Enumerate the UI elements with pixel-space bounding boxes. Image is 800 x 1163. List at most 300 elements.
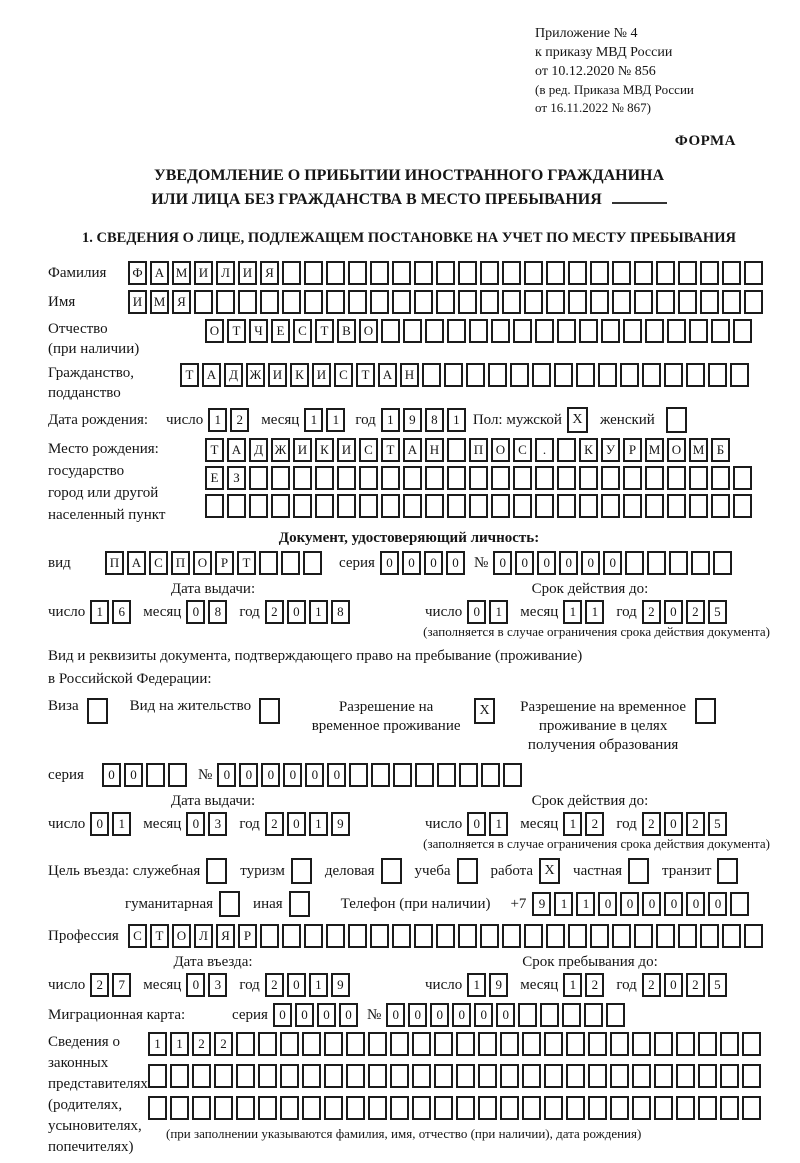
char-cell[interactable]: [500, 1096, 519, 1120]
char-cell[interactable]: [610, 1064, 629, 1088]
char-cell[interactable]: [700, 924, 719, 948]
char-cell[interactable]: [733, 494, 752, 518]
char-cell[interactable]: [546, 290, 565, 314]
char-cell[interactable]: [557, 466, 576, 490]
char-cell[interactable]: [303, 551, 322, 575]
char-cell[interactable]: [513, 319, 532, 343]
char-cell[interactable]: 1: [576, 892, 595, 916]
char-cell[interactable]: [500, 1064, 519, 1088]
char-cell[interactable]: [634, 290, 653, 314]
char-cell[interactable]: 0: [408, 1003, 427, 1027]
char-cell[interactable]: 0: [402, 551, 421, 575]
char-cell[interactable]: [368, 1096, 387, 1120]
char-cell[interactable]: [620, 363, 639, 387]
char-cell[interactable]: [371, 763, 390, 787]
char-cell[interactable]: 7: [112, 973, 131, 997]
purpose-work-checkbox[interactable]: X: [539, 858, 560, 884]
char-cell[interactable]: 0: [287, 973, 306, 997]
char-cell[interactable]: Т: [227, 319, 246, 343]
char-cell[interactable]: С: [359, 438, 378, 462]
char-cell[interactable]: [488, 363, 507, 387]
char-cell[interactable]: [434, 1064, 453, 1088]
char-cell[interactable]: [664, 363, 683, 387]
char-cell[interactable]: [271, 466, 290, 490]
char-cell[interactable]: [447, 438, 466, 462]
char-cell[interactable]: 0: [581, 551, 600, 575]
char-cell[interactable]: [469, 319, 488, 343]
char-cell[interactable]: [669, 551, 688, 575]
char-cell[interactable]: [282, 924, 301, 948]
char-cell[interactable]: А: [227, 438, 246, 462]
char-cell[interactable]: [258, 1096, 277, 1120]
temp-residence-checkbox[interactable]: X: [474, 698, 495, 724]
char-cell[interactable]: [579, 466, 598, 490]
char-cell[interactable]: 2: [230, 408, 249, 432]
char-cell[interactable]: [304, 924, 323, 948]
char-cell[interactable]: [412, 1064, 431, 1088]
char-cell[interactable]: 8: [208, 600, 227, 624]
char-cell[interactable]: 0: [664, 973, 683, 997]
char-cell[interactable]: [436, 924, 455, 948]
char-cell[interactable]: [478, 1096, 497, 1120]
char-cell[interactable]: 0: [603, 551, 622, 575]
char-cell[interactable]: [491, 466, 510, 490]
char-cell[interactable]: А: [202, 363, 221, 387]
char-cell[interactable]: [742, 1032, 761, 1056]
char-cell[interactable]: С: [334, 363, 353, 387]
char-cell[interactable]: [280, 1096, 299, 1120]
char-cell[interactable]: 0: [664, 892, 683, 916]
char-cell[interactable]: [645, 494, 664, 518]
char-cell[interactable]: [390, 1032, 409, 1056]
char-cell[interactable]: О: [193, 551, 212, 575]
char-cell[interactable]: [459, 763, 478, 787]
char-cell[interactable]: [337, 466, 356, 490]
char-cell[interactable]: [412, 1032, 431, 1056]
char-cell[interactable]: И: [337, 438, 356, 462]
char-cell[interactable]: [720, 1032, 739, 1056]
char-cell[interactable]: [258, 1064, 277, 1088]
char-cell[interactable]: 0: [446, 551, 465, 575]
char-cell[interactable]: [524, 261, 543, 285]
char-cell[interactable]: [444, 363, 463, 387]
char-cell[interactable]: [540, 1003, 559, 1027]
char-cell[interactable]: [456, 1096, 475, 1120]
char-cell[interactable]: [481, 763, 500, 787]
char-cell[interactable]: [623, 466, 642, 490]
char-cell[interactable]: Я: [216, 924, 235, 948]
char-cell[interactable]: 0: [102, 763, 121, 787]
char-cell[interactable]: [678, 924, 697, 948]
char-cell[interactable]: 9: [331, 812, 350, 836]
char-cell[interactable]: Д: [224, 363, 243, 387]
char-cell[interactable]: [205, 494, 224, 518]
char-cell[interactable]: [368, 1032, 387, 1056]
char-cell[interactable]: 0: [305, 763, 324, 787]
char-cell[interactable]: И: [238, 261, 257, 285]
char-cell[interactable]: М: [172, 261, 191, 285]
char-cell[interactable]: [403, 466, 422, 490]
char-cell[interactable]: 5: [708, 600, 727, 624]
char-cell[interactable]: Р: [215, 551, 234, 575]
char-cell[interactable]: К: [579, 438, 598, 462]
char-cell[interactable]: [436, 290, 455, 314]
char-cell[interactable]: [302, 1096, 321, 1120]
purpose-business-checkbox[interactable]: [381, 858, 402, 884]
char-cell[interactable]: Е: [271, 319, 290, 343]
char-cell[interactable]: [502, 290, 521, 314]
char-cell[interactable]: [436, 261, 455, 285]
char-cell[interactable]: Т: [180, 363, 199, 387]
char-cell[interactable]: [568, 261, 587, 285]
purpose-private-checkbox[interactable]: [628, 858, 649, 884]
purpose-tourism-checkbox[interactable]: [291, 858, 312, 884]
char-cell[interactable]: [676, 1096, 695, 1120]
char-cell[interactable]: [524, 290, 543, 314]
char-cell[interactable]: [192, 1064, 211, 1088]
char-cell[interactable]: 2: [686, 973, 705, 997]
char-cell[interactable]: [414, 290, 433, 314]
char-cell[interactable]: [667, 466, 686, 490]
char-cell[interactable]: [447, 494, 466, 518]
char-cell[interactable]: [590, 261, 609, 285]
char-cell[interactable]: Т: [356, 363, 375, 387]
char-cell[interactable]: 0: [327, 763, 346, 787]
char-cell[interactable]: Т: [315, 319, 334, 343]
char-cell[interactable]: 0: [186, 812, 205, 836]
char-cell[interactable]: [271, 494, 290, 518]
char-cell[interactable]: [392, 290, 411, 314]
char-cell[interactable]: [544, 1032, 563, 1056]
char-cell[interactable]: [632, 1064, 651, 1088]
char-cell[interactable]: [458, 290, 477, 314]
char-cell[interactable]: 1: [585, 600, 604, 624]
char-cell[interactable]: [590, 924, 609, 948]
char-cell[interactable]: Т: [150, 924, 169, 948]
char-cell[interactable]: [612, 261, 631, 285]
char-cell[interactable]: 0: [474, 1003, 493, 1027]
char-cell[interactable]: 1: [381, 408, 400, 432]
char-cell[interactable]: 0: [90, 812, 109, 836]
char-cell[interactable]: 2: [642, 973, 661, 997]
char-cell[interactable]: М: [150, 290, 169, 314]
char-cell[interactable]: [304, 261, 323, 285]
char-cell[interactable]: [634, 924, 653, 948]
char-cell[interactable]: 0: [686, 892, 705, 916]
char-cell[interactable]: 2: [642, 812, 661, 836]
char-cell[interactable]: 2: [585, 812, 604, 836]
char-cell[interactable]: С: [513, 438, 532, 462]
char-cell[interactable]: 6: [112, 600, 131, 624]
char-cell[interactable]: [708, 363, 727, 387]
char-cell[interactable]: [478, 1064, 497, 1088]
char-cell[interactable]: 2: [192, 1032, 211, 1056]
char-cell[interactable]: 1: [112, 812, 131, 836]
char-cell[interactable]: [513, 466, 532, 490]
char-cell[interactable]: [722, 290, 741, 314]
char-cell[interactable]: [562, 1003, 581, 1027]
char-cell[interactable]: [730, 363, 749, 387]
char-cell[interactable]: [146, 763, 165, 787]
char-cell[interactable]: 0: [452, 1003, 471, 1027]
char-cell[interactable]: [315, 466, 334, 490]
char-cell[interactable]: Л: [216, 261, 235, 285]
char-cell[interactable]: [346, 1096, 365, 1120]
char-cell[interactable]: [522, 1032, 541, 1056]
char-cell[interactable]: [647, 551, 666, 575]
char-cell[interactable]: 2: [585, 973, 604, 997]
char-cell[interactable]: О: [205, 319, 224, 343]
char-cell[interactable]: [606, 1003, 625, 1027]
char-cell[interactable]: 0: [239, 763, 258, 787]
char-cell[interactable]: [148, 1064, 167, 1088]
char-cell[interactable]: [214, 1096, 233, 1120]
char-cell[interactable]: [584, 1003, 603, 1027]
char-cell[interactable]: А: [127, 551, 146, 575]
char-cell[interactable]: 0: [380, 551, 399, 575]
char-cell[interactable]: 0: [124, 763, 143, 787]
char-cell[interactable]: [700, 261, 719, 285]
char-cell[interactable]: [469, 494, 488, 518]
char-cell[interactable]: [730, 892, 749, 916]
char-cell[interactable]: [656, 924, 675, 948]
char-cell[interactable]: Т: [237, 551, 256, 575]
char-cell[interactable]: К: [290, 363, 309, 387]
char-cell[interactable]: 1: [170, 1032, 189, 1056]
char-cell[interactable]: [576, 363, 595, 387]
char-cell[interactable]: [678, 290, 697, 314]
char-cell[interactable]: 2: [265, 600, 284, 624]
char-cell[interactable]: Е: [205, 466, 224, 490]
char-cell[interactable]: 0: [537, 551, 556, 575]
char-cell[interactable]: [623, 319, 642, 343]
char-cell[interactable]: 0: [620, 892, 639, 916]
char-cell[interactable]: [324, 1064, 343, 1088]
char-cell[interactable]: [326, 290, 345, 314]
char-cell[interactable]: 0: [467, 600, 486, 624]
char-cell[interactable]: [346, 1032, 365, 1056]
char-cell[interactable]: 1: [447, 408, 466, 432]
char-cell[interactable]: [711, 319, 730, 343]
char-cell[interactable]: [634, 261, 653, 285]
char-cell[interactable]: [711, 466, 730, 490]
char-cell[interactable]: [742, 1064, 761, 1088]
char-cell[interactable]: [324, 1096, 343, 1120]
char-cell[interactable]: [456, 1032, 475, 1056]
char-cell[interactable]: 9: [403, 408, 422, 432]
char-cell[interactable]: [425, 319, 444, 343]
char-cell[interactable]: 0: [496, 1003, 515, 1027]
char-cell[interactable]: 0: [386, 1003, 405, 1027]
char-cell[interactable]: [227, 494, 246, 518]
char-cell[interactable]: [689, 319, 708, 343]
char-cell[interactable]: [434, 1032, 453, 1056]
char-cell[interactable]: 8: [425, 408, 444, 432]
char-cell[interactable]: 0: [186, 600, 205, 624]
char-cell[interactable]: Б: [711, 438, 730, 462]
char-cell[interactable]: 3: [208, 973, 227, 997]
char-cell[interactable]: [645, 319, 664, 343]
char-cell[interactable]: [557, 319, 576, 343]
char-cell[interactable]: Р: [623, 438, 642, 462]
char-cell[interactable]: [700, 290, 719, 314]
char-cell[interactable]: [744, 290, 763, 314]
char-cell[interactable]: Ч: [249, 319, 268, 343]
char-cell[interactable]: [546, 924, 565, 948]
char-cell[interactable]: [392, 924, 411, 948]
char-cell[interactable]: 9: [532, 892, 551, 916]
char-cell[interactable]: 0: [493, 551, 512, 575]
char-cell[interactable]: [249, 466, 268, 490]
char-cell[interactable]: [491, 319, 510, 343]
char-cell[interactable]: 0: [339, 1003, 358, 1027]
char-cell[interactable]: [368, 1064, 387, 1088]
purpose-study-checkbox[interactable]: [457, 858, 478, 884]
char-cell[interactable]: 0: [273, 1003, 292, 1027]
char-cell[interactable]: [720, 1096, 739, 1120]
char-cell[interactable]: [480, 261, 499, 285]
char-cell[interactable]: [469, 466, 488, 490]
char-cell[interactable]: [326, 261, 345, 285]
char-cell[interactable]: Л: [194, 924, 213, 948]
char-cell[interactable]: [654, 1096, 673, 1120]
char-cell[interactable]: 0: [598, 892, 617, 916]
char-cell[interactable]: 0: [217, 763, 236, 787]
temp-residence-edu-checkbox[interactable]: [695, 698, 716, 724]
char-cell[interactable]: 1: [489, 812, 508, 836]
char-cell[interactable]: [349, 763, 368, 787]
char-cell[interactable]: [403, 494, 422, 518]
char-cell[interactable]: [557, 494, 576, 518]
char-cell[interactable]: [337, 494, 356, 518]
char-cell[interactable]: [686, 363, 705, 387]
char-cell[interactable]: [500, 1032, 519, 1056]
char-cell[interactable]: [359, 494, 378, 518]
char-cell[interactable]: 2: [686, 600, 705, 624]
char-cell[interactable]: [214, 1064, 233, 1088]
char-cell[interactable]: 1: [208, 408, 227, 432]
char-cell[interactable]: [502, 924, 521, 948]
char-cell[interactable]: Ж: [271, 438, 290, 462]
char-cell[interactable]: [491, 494, 510, 518]
char-cell[interactable]: [544, 1096, 563, 1120]
char-cell[interactable]: В: [337, 319, 356, 343]
char-cell[interactable]: [437, 763, 456, 787]
char-cell[interactable]: Н: [425, 438, 444, 462]
char-cell[interactable]: [260, 924, 279, 948]
char-cell[interactable]: Т: [381, 438, 400, 462]
char-cell[interactable]: [588, 1096, 607, 1120]
char-cell[interactable]: [691, 551, 710, 575]
char-cell[interactable]: [293, 494, 312, 518]
char-cell[interactable]: 1: [563, 600, 582, 624]
char-cell[interactable]: О: [359, 319, 378, 343]
char-cell[interactable]: И: [312, 363, 331, 387]
char-cell[interactable]: [170, 1096, 189, 1120]
char-cell[interactable]: 0: [287, 600, 306, 624]
char-cell[interactable]: [370, 924, 389, 948]
char-cell[interactable]: [645, 466, 664, 490]
char-cell[interactable]: [689, 466, 708, 490]
char-cell[interactable]: [744, 261, 763, 285]
char-cell[interactable]: [324, 1032, 343, 1056]
char-cell[interactable]: 0: [467, 812, 486, 836]
char-cell[interactable]: 2: [90, 973, 109, 997]
char-cell[interactable]: [711, 494, 730, 518]
char-cell[interactable]: П: [105, 551, 124, 575]
char-cell[interactable]: 2: [265, 973, 284, 997]
char-cell[interactable]: Н: [400, 363, 419, 387]
char-cell[interactable]: И: [128, 290, 147, 314]
char-cell[interactable]: А: [150, 261, 169, 285]
char-cell[interactable]: [656, 290, 675, 314]
char-cell[interactable]: [260, 290, 279, 314]
char-cell[interactable]: [236, 1064, 255, 1088]
char-cell[interactable]: [524, 924, 543, 948]
char-cell[interactable]: 1: [148, 1032, 167, 1056]
char-cell[interactable]: [216, 290, 235, 314]
char-cell[interactable]: [612, 924, 631, 948]
char-cell[interactable]: [535, 466, 554, 490]
sex-male-checkbox[interactable]: X: [567, 407, 588, 433]
char-cell[interactable]: 1: [309, 600, 328, 624]
char-cell[interactable]: [744, 924, 763, 948]
char-cell[interactable]: [478, 1032, 497, 1056]
char-cell[interactable]: [392, 261, 411, 285]
char-cell[interactable]: Т: [205, 438, 224, 462]
char-cell[interactable]: [326, 924, 345, 948]
char-cell[interactable]: З: [227, 466, 246, 490]
char-cell[interactable]: 0: [186, 973, 205, 997]
char-cell[interactable]: 5: [708, 973, 727, 997]
char-cell[interactable]: [480, 290, 499, 314]
char-cell[interactable]: [148, 1096, 167, 1120]
char-cell[interactable]: М: [689, 438, 708, 462]
char-cell[interactable]: 0: [559, 551, 578, 575]
char-cell[interactable]: [282, 261, 301, 285]
char-cell[interactable]: [623, 494, 642, 518]
char-cell[interactable]: П: [171, 551, 190, 575]
char-cell[interactable]: [642, 363, 661, 387]
char-cell[interactable]: [236, 1032, 255, 1056]
char-cell[interactable]: Д: [249, 438, 268, 462]
char-cell[interactable]: 1: [309, 973, 328, 997]
char-cell[interactable]: [390, 1064, 409, 1088]
char-cell[interactable]: [422, 363, 441, 387]
char-cell[interactable]: [415, 763, 434, 787]
char-cell[interactable]: [258, 1032, 277, 1056]
char-cell[interactable]: [632, 1096, 651, 1120]
purpose-transit-checkbox[interactable]: [717, 858, 738, 884]
sex-female-checkbox[interactable]: [666, 407, 687, 433]
char-cell[interactable]: [579, 494, 598, 518]
char-cell[interactable]: [588, 1032, 607, 1056]
char-cell[interactable]: 1: [90, 600, 109, 624]
char-cell[interactable]: 1: [563, 973, 582, 997]
char-cell[interactable]: [654, 1064, 673, 1088]
char-cell[interactable]: 0: [424, 551, 443, 575]
char-cell[interactable]: [566, 1064, 585, 1088]
char-cell[interactable]: [667, 494, 686, 518]
char-cell[interactable]: [632, 1032, 651, 1056]
char-cell[interactable]: Я: [260, 261, 279, 285]
char-cell[interactable]: [280, 1064, 299, 1088]
char-cell[interactable]: [458, 924, 477, 948]
char-cell[interactable]: И: [293, 438, 312, 462]
char-cell[interactable]: [568, 290, 587, 314]
char-cell[interactable]: 1: [309, 812, 328, 836]
char-cell[interactable]: [425, 494, 444, 518]
